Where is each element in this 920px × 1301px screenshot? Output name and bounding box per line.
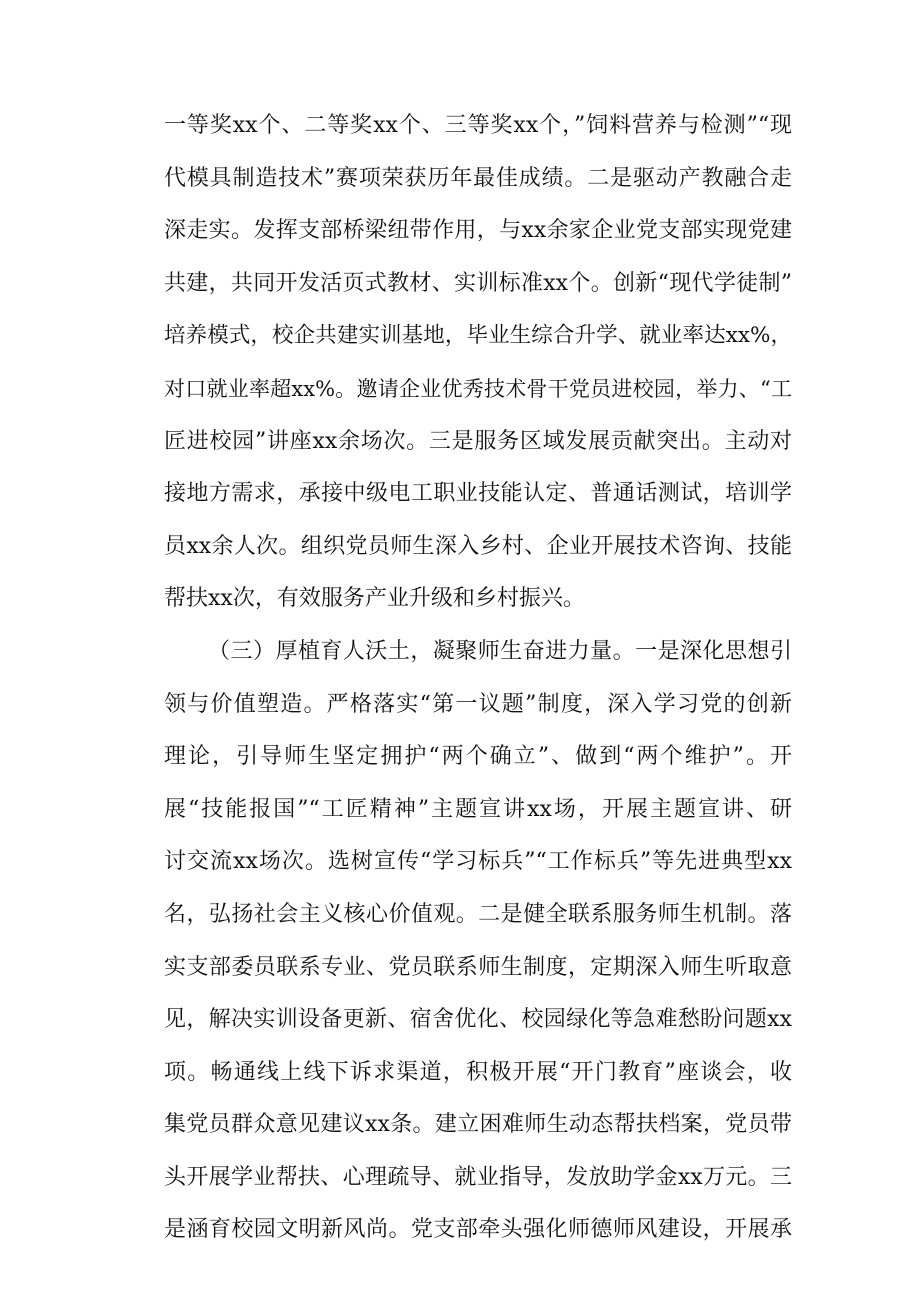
text-line: 帮扶xx次，有效服务产业升级和乡村振兴。 bbox=[164, 586, 585, 612]
text-line: 集党员群众意见建议xx条。建立困难师生动态帮扶档案，党员带 bbox=[164, 1112, 792, 1138]
document-body bbox=[164, 100, 792, 1257]
text-line: 共建，共同开发活页式教材、实训标准xx个。创新“现代学徒制” bbox=[164, 270, 792, 296]
text-line: 领与价值塑造。严格落实“第一议题”制度，深入学习党的创新 bbox=[164, 691, 792, 717]
section-heading-line: （三）厚植育人沃土，凝聚师生奋进力量。一是深化思想引 bbox=[208, 638, 792, 664]
text-line: 项。畅通线上线下诉求渠道，积极开展“开门教育”座谈会，收 bbox=[164, 1059, 792, 1085]
text-line: 实支部委员联系专业、党员联系师生制度，定期深入师生听取意 bbox=[164, 954, 792, 980]
text-line: 接地方需求，承接中级电工职业技能认定、普通话测试，培训学 bbox=[164, 481, 792, 507]
text-line: 展“技能报国”“工匠精神”主题宣讲xx场，开展主题宣讲、研 bbox=[164, 796, 792, 822]
text-line: 员xx余人次。组织党员师生深入乡村、企业开展技术咨询、技能 bbox=[164, 533, 792, 559]
text-line: 深走实。发挥支部桥梁纽带作用，与xx余家企业党支部实现党建 bbox=[164, 218, 792, 244]
text-line: 一等奖xx个、二等奖xx个、三等奖xx个，”饲料营养与检测”“现 bbox=[164, 113, 792, 138]
text-line: 头开展学业帮扶、心理疏导、就业指导，发放助学金xx万元。三 bbox=[164, 1164, 792, 1190]
text-line: 是涵育校园文明新风尚。党支部牵头强化师德师风建设，开展承 bbox=[164, 1217, 792, 1243]
text-line: 对口就业率超xx%。邀请企业优秀技术骨干党员进校园，举力、“工 bbox=[164, 376, 792, 401]
text-line: 名，弘扬社会主义核心价值观。二是健全联系服务师生机制。落 bbox=[164, 901, 792, 927]
text-line: 理论，引导师生坚定拥护“两个确立”、做到“两个维护”。开 bbox=[164, 744, 792, 770]
text-line: 见，解决实训设备更新、宿舍优化、校园绿化等急难愁盼问题xx bbox=[164, 1007, 792, 1033]
text-line: 代模具制造技术”赛项荣获历年最佳成绩。二是驱动产教融合走 bbox=[164, 165, 792, 191]
text-line: 匠进校园”讲座xx余场次。三是服务区域发展贡献突出。主动对 bbox=[164, 428, 792, 454]
text-line: 培养模式，校企共建实训基地，毕业生综合升学、就业率达xx%， bbox=[164, 323, 792, 349]
text-line: 讨交流xx场次。选树宣传“学习标兵”“工作标兵”等先进典型xx bbox=[164, 849, 792, 875]
